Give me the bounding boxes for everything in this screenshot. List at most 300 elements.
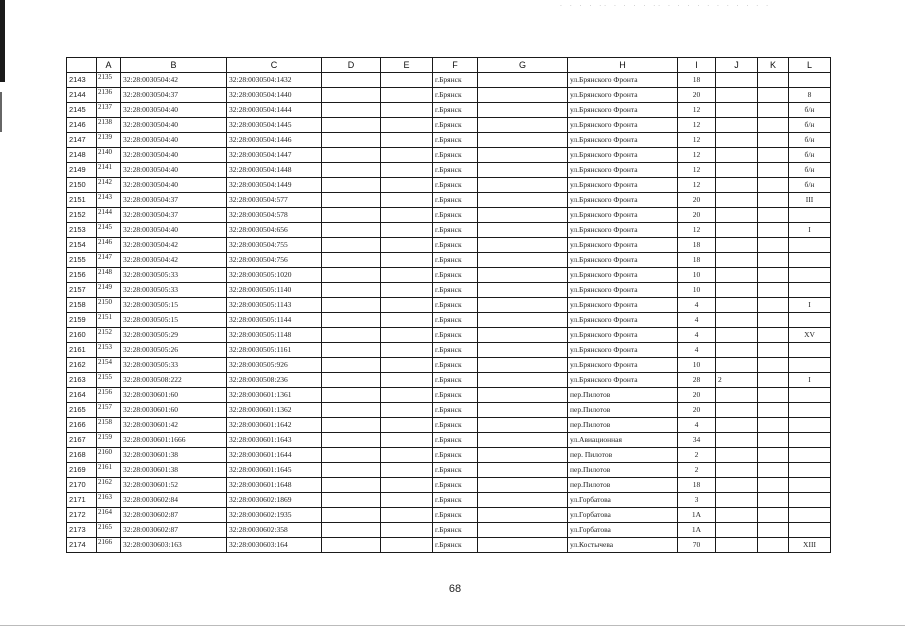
cell-c: 32:28:0030601:1642 <box>227 418 322 433</box>
cell-j <box>716 433 758 448</box>
cell-i: 18 <box>678 73 716 88</box>
cell-a <box>97 328 121 343</box>
table-row <box>67 403 831 418</box>
cell-j <box>716 388 758 403</box>
table-row <box>67 148 831 163</box>
table-row <box>67 508 831 523</box>
cell-l <box>789 433 831 448</box>
cell-i: 18 <box>678 478 716 493</box>
cell-h: ул.Брянского Фронта <box>568 193 678 208</box>
row-number: 2150 <box>67 178 97 193</box>
cell-b: 32:28:0030504:42 <box>121 238 227 253</box>
cell-d <box>322 523 381 538</box>
cell-d <box>322 358 381 373</box>
cell-g <box>478 478 568 493</box>
cell-a <box>97 493 121 508</box>
cell-g <box>478 388 568 403</box>
cell-d <box>322 223 381 238</box>
cell-c: 32:28:0030601:1643 <box>227 433 322 448</box>
column-header-f: F <box>433 58 478 73</box>
cell-b: 32:28:0030601:42 <box>121 418 227 433</box>
table-row <box>67 178 831 193</box>
table-row <box>67 418 831 433</box>
cell-l <box>789 73 831 88</box>
cell-k <box>758 283 789 298</box>
cell-g <box>478 463 568 478</box>
cell-l <box>789 388 831 403</box>
table-row <box>67 328 831 343</box>
cell-a <box>97 403 121 418</box>
cell-f: г.Брянск <box>433 238 478 253</box>
row-number: 2149 <box>67 163 97 178</box>
cell-e <box>381 433 433 448</box>
row-number: 2156 <box>67 268 97 283</box>
table-row <box>67 253 831 268</box>
table-row <box>67 298 831 313</box>
cell-g <box>478 343 568 358</box>
cell-k <box>758 178 789 193</box>
cell-d <box>322 388 381 403</box>
cell-j <box>716 298 758 313</box>
cell-b: 32:28:0030504:40 <box>121 163 227 178</box>
cell-e <box>381 283 433 298</box>
cell-d <box>322 343 381 358</box>
cell-g <box>478 493 568 508</box>
cell-a <box>97 283 121 298</box>
cell-g <box>478 298 568 313</box>
cell-l <box>789 283 831 298</box>
row-number: 2159 <box>67 313 97 328</box>
cell-j <box>716 478 758 493</box>
cell-j <box>716 148 758 163</box>
row-number: 2170 <box>67 478 97 493</box>
table-row <box>67 478 831 493</box>
cell-j <box>716 463 758 478</box>
cell-l <box>789 238 831 253</box>
cell-h: ул.Брянского Фронта <box>568 253 678 268</box>
cell-e <box>381 418 433 433</box>
cell-c: 32:28:0030602:1869 <box>227 493 322 508</box>
cell-g <box>478 148 568 163</box>
cell-a-value: 2164 <box>98 508 112 516</box>
table-row <box>67 103 831 118</box>
cell-d <box>322 313 381 328</box>
cell-b: 32:28:0030602:87 <box>121 508 227 523</box>
cell-e <box>381 253 433 268</box>
cell-f: г.Брянск <box>433 298 478 313</box>
cell-i: 10 <box>678 268 716 283</box>
cell-a <box>97 478 121 493</box>
cell-d <box>322 538 381 553</box>
cell-g <box>478 178 568 193</box>
cell-a-value: 2159 <box>98 433 112 441</box>
table-row <box>67 268 831 283</box>
cell-e <box>381 538 433 553</box>
cell-i: 4 <box>678 343 716 358</box>
cell-d <box>322 298 381 313</box>
cell-j <box>716 73 758 88</box>
table-row <box>67 163 831 178</box>
cell-j <box>716 508 758 523</box>
cell-d <box>322 448 381 463</box>
cell-g <box>478 508 568 523</box>
cell-e <box>381 373 433 388</box>
cell-l <box>789 208 831 223</box>
row-number: 2151 <box>67 193 97 208</box>
cell-f: г.Брянск <box>433 433 478 448</box>
cell-j <box>716 283 758 298</box>
cell-i: 20 <box>678 208 716 223</box>
cell-c: 32:28:0030504:1449 <box>227 178 322 193</box>
row-number: 2144 <box>67 88 97 103</box>
table-row <box>67 358 831 373</box>
cell-i: 18 <box>678 238 716 253</box>
cell-c: 32:28:0030505:1140 <box>227 283 322 298</box>
cell-a <box>97 523 121 538</box>
cell-d <box>322 268 381 283</box>
cell-k <box>758 388 789 403</box>
cell-f: г.Брянск <box>433 463 478 478</box>
cell-e <box>381 358 433 373</box>
cell-a-value: 2144 <box>98 208 112 216</box>
cell-c: 32:28:0030504:656 <box>227 223 322 238</box>
cell-a <box>97 223 121 238</box>
cell-h: ул.Брянского Фронта <box>568 133 678 148</box>
cell-b: 32:28:0030601:38 <box>121 463 227 478</box>
cell-g <box>478 268 568 283</box>
cell-a-value: 2155 <box>98 373 112 381</box>
cell-e <box>381 133 433 148</box>
cell-a <box>97 133 121 148</box>
cell-b: 32:28:0030601:1666 <box>121 433 227 448</box>
cell-e <box>381 88 433 103</box>
cell-k <box>758 373 789 388</box>
cell-d <box>322 283 381 298</box>
cell-h: ул.Брянского Фронта <box>568 118 678 133</box>
cell-h: пер.Пилотов <box>568 478 678 493</box>
cell-a <box>97 298 121 313</box>
cell-g <box>478 253 568 268</box>
cell-e <box>381 268 433 283</box>
cell-a <box>97 163 121 178</box>
cell-j <box>716 253 758 268</box>
column-header-h: H <box>568 58 678 73</box>
cell-i: 1А <box>678 523 716 538</box>
cell-b: 32:28:0030601:60 <box>121 403 227 418</box>
cell-c: 32:28:0030504:1432 <box>227 73 322 88</box>
cell-g <box>478 223 568 238</box>
cell-j <box>716 313 758 328</box>
cell-i: 12 <box>678 103 716 118</box>
cell-e <box>381 463 433 478</box>
cell-a-value: 2154 <box>98 358 112 366</box>
cell-f: г.Брянск <box>433 88 478 103</box>
cell-a <box>97 508 121 523</box>
cell-c: 32:28:0030505:1161 <box>227 343 322 358</box>
cell-c: 32:28:0030504:1448 <box>227 163 322 178</box>
cell-i: 20 <box>678 388 716 403</box>
cell-b: 32:28:0030508:222 <box>121 373 227 388</box>
cell-f: г.Брянск <box>433 193 478 208</box>
cell-i: 4 <box>678 313 716 328</box>
cell-a <box>97 178 121 193</box>
cell-b: 32:28:0030505:29 <box>121 328 227 343</box>
cell-i: 20 <box>678 88 716 103</box>
cell-k <box>758 418 789 433</box>
cell-l <box>789 358 831 373</box>
cell-i: 4 <box>678 298 716 313</box>
table-row <box>67 238 831 253</box>
cell-h: ул.Брянского Фронта <box>568 148 678 163</box>
cell-g <box>478 448 568 463</box>
cell-k <box>758 463 789 478</box>
cell-l <box>789 253 831 268</box>
column-header-b: B <box>121 58 227 73</box>
cell-j: 2 <box>716 373 758 388</box>
row-number: 2148 <box>67 148 97 163</box>
cell-b: 32:28:0030504:37 <box>121 88 227 103</box>
cell-h: ул.Брянского Фронта <box>568 283 678 298</box>
row-number: 2147 <box>67 133 97 148</box>
cell-h: ул.Брянского Фронта <box>568 238 678 253</box>
cell-g <box>478 283 568 298</box>
cell-g <box>478 358 568 373</box>
cell-a-value: 2153 <box>98 343 112 351</box>
cell-e <box>381 493 433 508</box>
cell-f: г.Брянск <box>433 283 478 298</box>
cell-e <box>381 298 433 313</box>
table-row <box>67 283 831 298</box>
cell-c: 32:28:0030504:1447 <box>227 148 322 163</box>
cell-k <box>758 328 789 343</box>
cell-b: 32:28:0030504:40 <box>121 178 227 193</box>
cell-d <box>322 193 381 208</box>
cell-g <box>478 433 568 448</box>
cell-e <box>381 223 433 238</box>
cell-e <box>381 328 433 343</box>
cell-g <box>478 313 568 328</box>
cell-i: 12 <box>678 118 716 133</box>
cell-e <box>381 238 433 253</box>
cell-g <box>478 523 568 538</box>
cell-c: 32:28:0030601:1361 <box>227 388 322 403</box>
table-row <box>67 463 831 478</box>
cell-b: 32:28:0030505:26 <box>121 343 227 358</box>
cell-b: 32:28:0030504:42 <box>121 253 227 268</box>
table-row <box>67 373 831 388</box>
cell-l <box>789 418 831 433</box>
cell-a <box>97 463 121 478</box>
cell-l: 8 <box>789 88 831 103</box>
cell-a-value: 2165 <box>98 523 112 531</box>
cell-b: 32:28:0030504:40 <box>121 148 227 163</box>
cell-i: 1А <box>678 508 716 523</box>
cell-a-value: 2156 <box>98 388 112 396</box>
cell-k <box>758 313 789 328</box>
cell-h: пер.Пилотов <box>568 463 678 478</box>
cell-d <box>322 118 381 133</box>
cell-d <box>322 253 381 268</box>
cell-j <box>716 358 758 373</box>
cell-h: пер.Пилотов <box>568 403 678 418</box>
cell-b: 32:28:0030504:40 <box>121 133 227 148</box>
cell-h: ул.Брянского Фронта <box>568 178 678 193</box>
cell-i: 12 <box>678 163 716 178</box>
cell-h: ул.Брянского Фронта <box>568 103 678 118</box>
cell-a <box>97 103 121 118</box>
cell-d <box>322 178 381 193</box>
cell-l <box>789 523 831 538</box>
cell-c: 32:28:0030601:1645 <box>227 463 322 478</box>
cell-e <box>381 208 433 223</box>
cell-f: г.Брянск <box>433 223 478 238</box>
cell-k <box>758 433 789 448</box>
scan-bottom-edge <box>0 625 905 626</box>
cell-c: 32:28:0030504:756 <box>227 253 322 268</box>
cell-g <box>478 163 568 178</box>
table-row <box>67 343 831 358</box>
cell-i: 18 <box>678 253 716 268</box>
cell-k <box>758 343 789 358</box>
cell-c: 32:28:0030504:577 <box>227 193 322 208</box>
row-number: 2174 <box>67 538 97 553</box>
cell-j <box>716 118 758 133</box>
cell-j <box>716 403 758 418</box>
scan-edge-mark-secondary <box>0 92 2 132</box>
cell-b: 32:28:0030504:42 <box>121 73 227 88</box>
cell-g <box>478 73 568 88</box>
cell-l: б/н <box>789 103 831 118</box>
cell-g <box>478 418 568 433</box>
cell-a-value: 2137 <box>98 103 112 111</box>
cell-f: г.Брянск <box>433 178 478 193</box>
cell-h: пер.Пилотов <box>568 388 678 403</box>
table-row <box>67 538 831 553</box>
cell-d <box>322 463 381 478</box>
cell-a <box>97 208 121 223</box>
table-row <box>67 88 831 103</box>
cell-j <box>716 493 758 508</box>
cell-f: г.Брянск <box>433 148 478 163</box>
cell-f: г.Брянск <box>433 118 478 133</box>
cell-l: I <box>789 223 831 238</box>
cell-b: 32:28:0030504:40 <box>121 103 227 118</box>
cell-b: 32:28:0030504:40 <box>121 223 227 238</box>
cell-a <box>97 118 121 133</box>
cell-e <box>381 313 433 328</box>
cell-i: 10 <box>678 283 716 298</box>
cell-k <box>758 253 789 268</box>
cell-e <box>381 523 433 538</box>
row-number: 2165 <box>67 403 97 418</box>
cell-i: 20 <box>678 193 716 208</box>
cell-k <box>758 133 789 148</box>
cell-d <box>322 163 381 178</box>
cell-j <box>716 193 758 208</box>
cell-f: г.Брянск <box>433 508 478 523</box>
cell-a-value: 2158 <box>98 418 112 426</box>
cell-l: I <box>789 373 831 388</box>
cell-c: 32:28:0030504:1445 <box>227 118 322 133</box>
cell-a <box>97 268 121 283</box>
cell-b: 32:28:0030601:60 <box>121 388 227 403</box>
cell-l <box>789 343 831 358</box>
cell-c: 32:28:0030505:1143 <box>227 298 322 313</box>
cell-h: ул.Брянского Фронта <box>568 373 678 388</box>
cell-k <box>758 403 789 418</box>
cell-j <box>716 88 758 103</box>
cell-e <box>381 178 433 193</box>
cell-e <box>381 103 433 118</box>
cell-f: г.Брянск <box>433 163 478 178</box>
cell-a-value: 2148 <box>98 268 112 276</box>
cell-b: 32:28:0030504:40 <box>121 118 227 133</box>
cell-e <box>381 388 433 403</box>
cell-i: 3 <box>678 493 716 508</box>
cell-h: пер. Пилотов <box>568 448 678 463</box>
row-number: 2145 <box>67 103 97 118</box>
cell-i: 12 <box>678 178 716 193</box>
column-header-d: D <box>322 58 381 73</box>
cell-e <box>381 478 433 493</box>
cell-i: 4 <box>678 418 716 433</box>
cell-c: 32:28:0030601:1644 <box>227 448 322 463</box>
cell-a-value: 2140 <box>98 148 112 156</box>
cell-c: 32:28:0030505:1020 <box>227 268 322 283</box>
cell-f: г.Брянск <box>433 403 478 418</box>
cell-i: 4 <box>678 328 716 343</box>
row-number: 2164 <box>67 388 97 403</box>
cell-d <box>322 493 381 508</box>
cell-k <box>758 523 789 538</box>
cell-a-value: 2162 <box>98 478 112 486</box>
cell-c: 32:28:0030505:1148 <box>227 328 322 343</box>
cell-h: ул.Горбатова <box>568 523 678 538</box>
cell-d <box>322 508 381 523</box>
row-number: 2169 <box>67 463 97 478</box>
cell-h: ул.Брянского Фронта <box>568 223 678 238</box>
cell-k <box>758 118 789 133</box>
cell-e <box>381 148 433 163</box>
cell-d <box>322 478 381 493</box>
cell-a-value: 2141 <box>98 163 112 171</box>
cell-g <box>478 118 568 133</box>
cell-a-value: 2136 <box>98 88 112 96</box>
cell-b: 32:28:0030602:87 <box>121 523 227 538</box>
cell-j <box>716 133 758 148</box>
cell-c: 32:28:0030601:1648 <box>227 478 322 493</box>
cell-k <box>758 73 789 88</box>
cell-d <box>322 73 381 88</box>
cell-g <box>478 538 568 553</box>
cell-a-value: 2142 <box>98 178 112 186</box>
cell-d <box>322 433 381 448</box>
cell-g <box>478 88 568 103</box>
cell-k <box>758 538 789 553</box>
cell-a-value: 2152 <box>98 328 112 336</box>
cell-a <box>97 148 121 163</box>
cell-f: г.Брянск <box>433 538 478 553</box>
cell-k <box>758 223 789 238</box>
cell-c: 32:28:0030601:1362 <box>227 403 322 418</box>
cell-b: 32:28:0030505:33 <box>121 283 227 298</box>
cell-h: ул.Брянского Фронта <box>568 88 678 103</box>
cell-l <box>789 448 831 463</box>
cell-i: 34 <box>678 433 716 448</box>
table-row <box>67 133 831 148</box>
cell-f: г.Брянск <box>433 253 478 268</box>
cell-e <box>381 403 433 418</box>
